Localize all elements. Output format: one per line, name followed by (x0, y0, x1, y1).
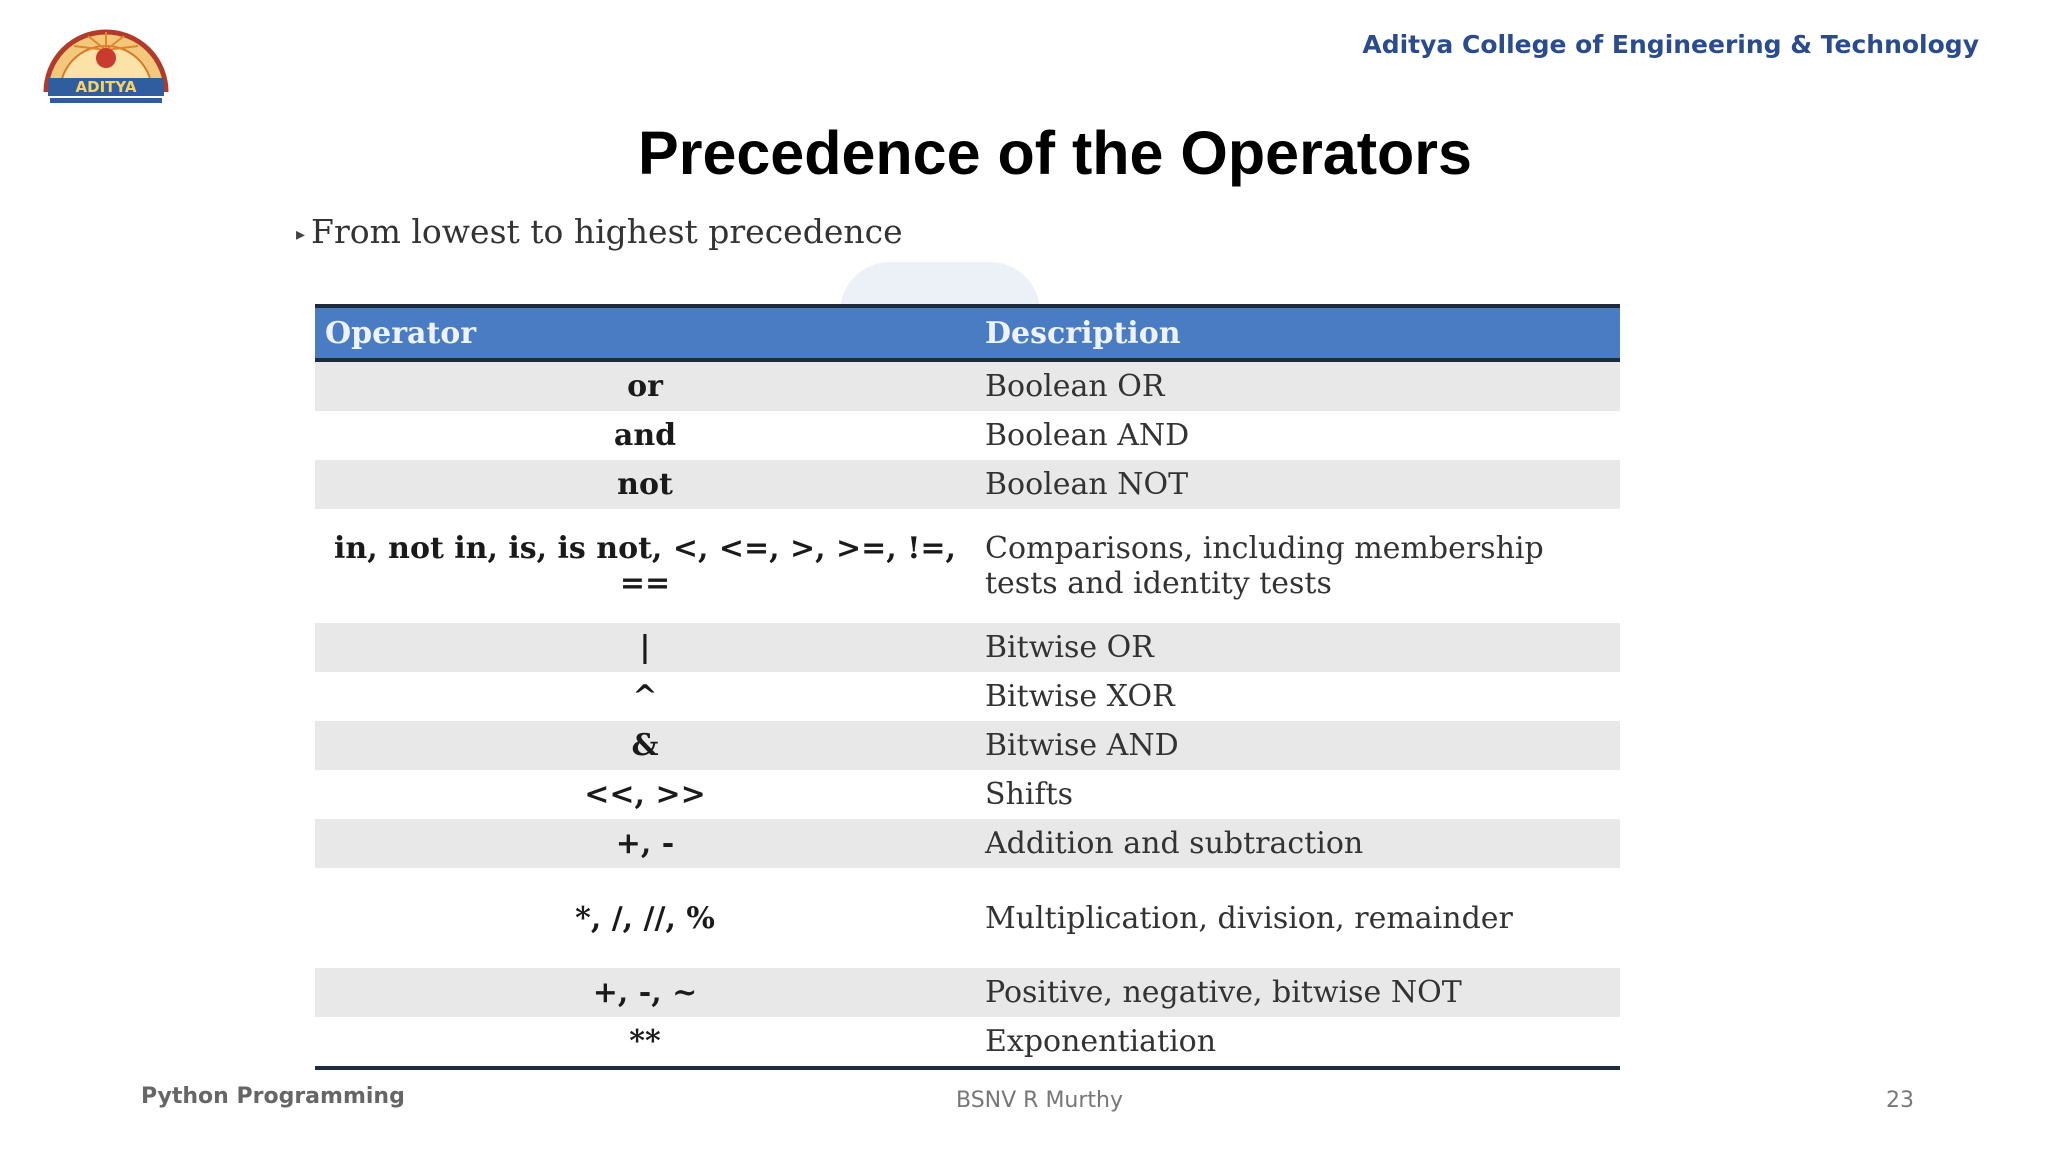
operator-cell: +, -, ~ (315, 968, 975, 1017)
table-header-row (315, 306, 1620, 360)
table-row (315, 411, 1620, 460)
description-cell: Positive, negative, bitwise NOT (975, 968, 1620, 1017)
description-cell: Exponentiation (975, 1017, 1620, 1068)
description-cell: Comparisons, including membership tests and identity tests (985, 531, 1544, 601)
operator-cell: not (315, 460, 975, 509)
description-cell: Bitwise OR (975, 623, 1620, 672)
operator-cell: & (315, 721, 975, 770)
precedence-table (315, 304, 1620, 1070)
bullet-arrow-icon: ▸ (296, 223, 306, 245)
operator-cell: <<, >> (584, 777, 706, 812)
table-row (315, 460, 1620, 509)
table-row (315, 623, 1620, 672)
college-name: Aditya College of Engineering & Technology (1362, 30, 1979, 59)
operator-cell: ** (315, 1017, 975, 1068)
table-row (315, 819, 1620, 868)
description-cell: Boolean NOT (975, 460, 1620, 509)
description-cell: Shifts (985, 777, 1074, 812)
operator-cell: | (315, 623, 975, 672)
operator-cell: +, - (315, 819, 975, 868)
table-row (315, 672, 1620, 721)
table-row (315, 968, 1620, 1017)
college-logo (38, 20, 174, 106)
description-cell: Multiplication, division, remainder (985, 900, 1513, 936)
operator-cell: ^ (632, 679, 658, 714)
footer-author: BSNV R Murthy (956, 1088, 1124, 1113)
description-cell: Boolean AND (985, 418, 1190, 453)
description-cell: Boolean OR (975, 360, 1620, 411)
operator-cell: or (315, 360, 975, 411)
slide-title: Precedence of the Operators (638, 119, 1472, 187)
table-row (315, 868, 1620, 968)
header-description: Description (975, 306, 1620, 360)
operator-cell: and (613, 418, 677, 453)
description-cell: Bitwise XOR (985, 679, 1175, 714)
table-row (315, 1017, 1620, 1068)
logo-text: ADITYA (75, 78, 137, 96)
description-cell: Bitwise AND (975, 721, 1620, 770)
table-row (315, 721, 1620, 770)
subtitle (296, 212, 903, 251)
header-operator: Operator (315, 306, 975, 360)
footer-course: Python Programming (141, 1084, 405, 1109)
table-row (315, 770, 1620, 819)
operator-cell: in, not in, is, is not, <, <=, >, >=, !=, == (334, 531, 956, 601)
table-row (315, 509, 1620, 623)
page-number: 23 (1886, 1088, 1914, 1113)
description-cell: Addition and subtraction (975, 819, 1620, 868)
table-row (315, 360, 1620, 411)
operator-cell: *, /, //, % (575, 900, 715, 936)
subtitle-text: From lowest to highest precedence (311, 212, 903, 251)
